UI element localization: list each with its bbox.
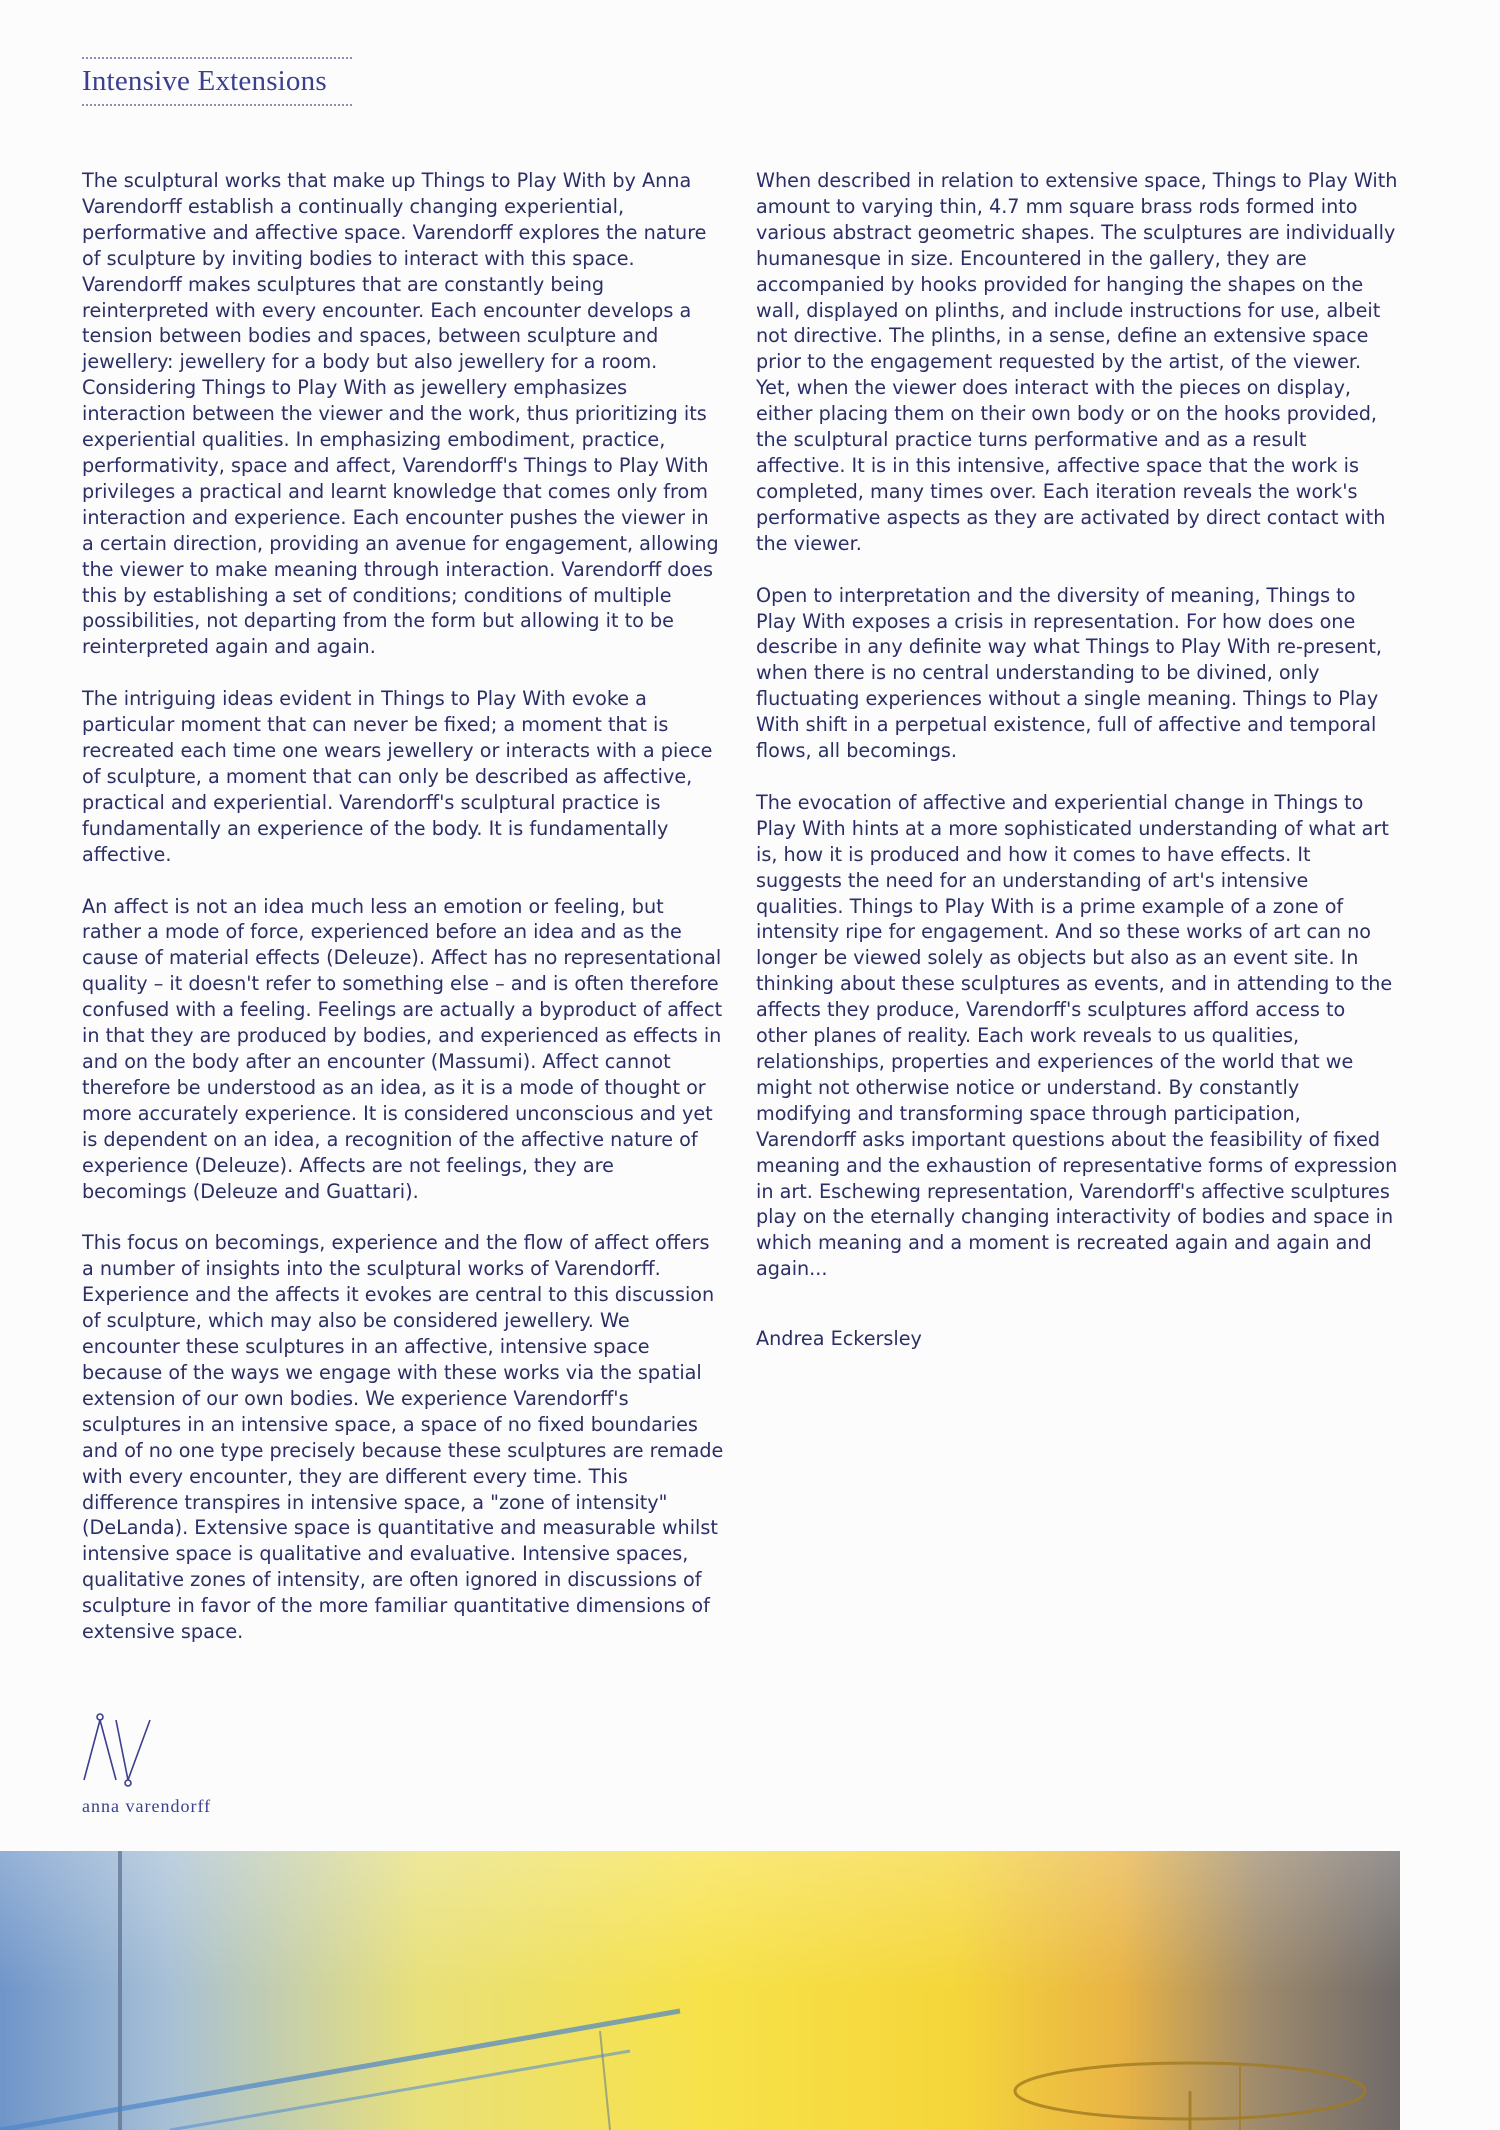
brand-logo: [80, 1708, 240, 1818]
paragraph: When described in relation to extensive space, Things to Play With amount to varying thin, 4.7 mm square brass rods formed into various abstract geometric shapes. The sculptures are individually humanesque in size. Encountered in the gallery, they are accompanied by hooks provided for hanging the shapes on the wall, displayed on plinths, and include instructions for use, albeit not directive. The plinths, in a sense, define an extensive space prior to the engagement requested by the artist, of the viewer. Yet, when the viewer does interact with the pieces on display, either placing them on their own body or on the hooks provided, the sculptural practice turns performative and as a result affective. It is in this intensive, affective space that the work is completed, many times over. Each iteration reveals the work's performative aspects as they are activated by direct contact with the viewer.: [756, 169, 1398, 555]
paragraph: An affect is not an idea much less an emotion or feeling, but rather a mode of force, experienced before an idea and as the cause of material effects (Deleuze). Affect has no representational quality – it doesn't refer to something else – and is often therefore confused with a feeling. Feelings are actually a byproduct of affect in that they are produced by bodies, and experienced as effects in and on the body after an encounter (Massumi). Affect cannot therefore be understood as an idea, as it is a mode of thought or more accurately experience. It is considered unconscious and yet is dependent on an idea, a recognition of the affective nature of experience (Deleuze). Affects are not feelings, they are becomings (Deleuze and Guattari).: [82, 894, 723, 1203]
author-signature: Andrea Eckersley: [756, 1327, 922, 1351]
paragraph: This focus on becomings, experience and the flow of affect offers a number of insights into the sculptural works of Varendorff. Experience and the affects it evokes are central to this discussion of sculpture, which may also be considered jewellery. We encounter these sculptures in an affective, intensive space because of the ways we engage with these works via the spatial extension of our own bodies. We experience Varendorff's sculptures in an intensive space, a space of no fixed boundaries and of no one type precisely because these sculptures are remade with every encounter, they are different every time. This difference transpires in intensive space, a "zone of intensity" (DeLanda). Extensive space is quantitative and measurable whilst intensive space is qualitative and evaluative. Intensive spaces, qualitative zones of intensity, are often ignored in discussions of sculpture in favor of the more familiar quantitative dimensions of extensive space.: [82, 1231, 724, 1644]
left-column: [82, 168, 724, 1671]
brand-name: anna varendorff: [82, 1796, 212, 1816]
sculpture-photo: [0, 1851, 1400, 2130]
paragraph: The sculptural works that make up Things to Play With by Anna Varendorff establish a continually changing experiential, performative and affective space. Varendorff explores the nature of sculpture by inviting bodies to interact with this space. Varendorff makes sculptures that are constantly being reinterpreted with every encounter. Each encounter develops a tension between bodies and spaces, between sculpture and jewellery: jewellery for a body but also jewellery for a room. Considering Things to Play With as jewellery emphasizes interaction between the viewer and the work, thus prioritizing its experiential qualities. In emphasizing embodiment, practice, performativity, space and affect, Varendorff's Things to Play With privileges a practical and learnt knowledge that comes only from interaction and experience. Each encounter pushes the viewer in a certain direction, providing an avenue for engagement, allowing the viewer to make meaning through interaction. Varendorff does this by establishing a set of conditions; conditions of multiple possibilities, not departing from the form but allowing it to be reinterpreted again and again.: [82, 169, 719, 659]
page-title: Intensive Extensions: [82, 65, 327, 97]
section-header: [82, 57, 352, 106]
right-column: [756, 168, 1398, 1378]
av-monogram-icon: [80, 1708, 160, 1788]
paragraph: The intriguing ideas evident in Things to Play With evoke a particular moment that can never be fixed; a moment that is recreated each time one wears jewellery or interacts with a piece of sculpture, a moment that can only be described as affective, practical and experiential. Varendorff's sculptural practice is fundamentally an experience of the body. It is fundamentally affective.: [82, 687, 713, 866]
paragraph: Open to interpretation and the diversity of meaning, Things to Play With exposes a crisis in representation. For how does one describe in any definite way what Things to Play With re-present, when there is no central understanding to be divined, only fluctuating experiences without a single meaning. Things to Play With shift in a perpetual existence, full of affective and temporal flows, all becomings.: [756, 583, 1382, 763]
paragraph: The evocation of affective and experiential change in Things to Play With hints at a more sophisticated understanding of what art is, how it is produced and how it comes to have effects. It suggests the need for an understanding of art's intensive qualities. Things to Play With is a prime example of a zone of intensity ripe for engagement. And so these works of art can no longer be viewed solely as objects but also as an event site. In thinking about these sculptures as events, and in attending to the affects they produce, Varendorff's sculptures afford access to other planes of reality. Each work reveals to us qualities, relationships, properties and experiences of the world that we might not otherwise notice or understand. By constantly modifying and transforming space through participation, Varendorff asks important questions about the feasibility of fixed meaning and the exhaustion of representative forms of expression in art. Eschewing representation, Varendorff's affective sculptures play on the eternally changing interactivity of bodies and space in which meaning and a moment is recreated again and again and again...: [756, 790, 1398, 1281]
